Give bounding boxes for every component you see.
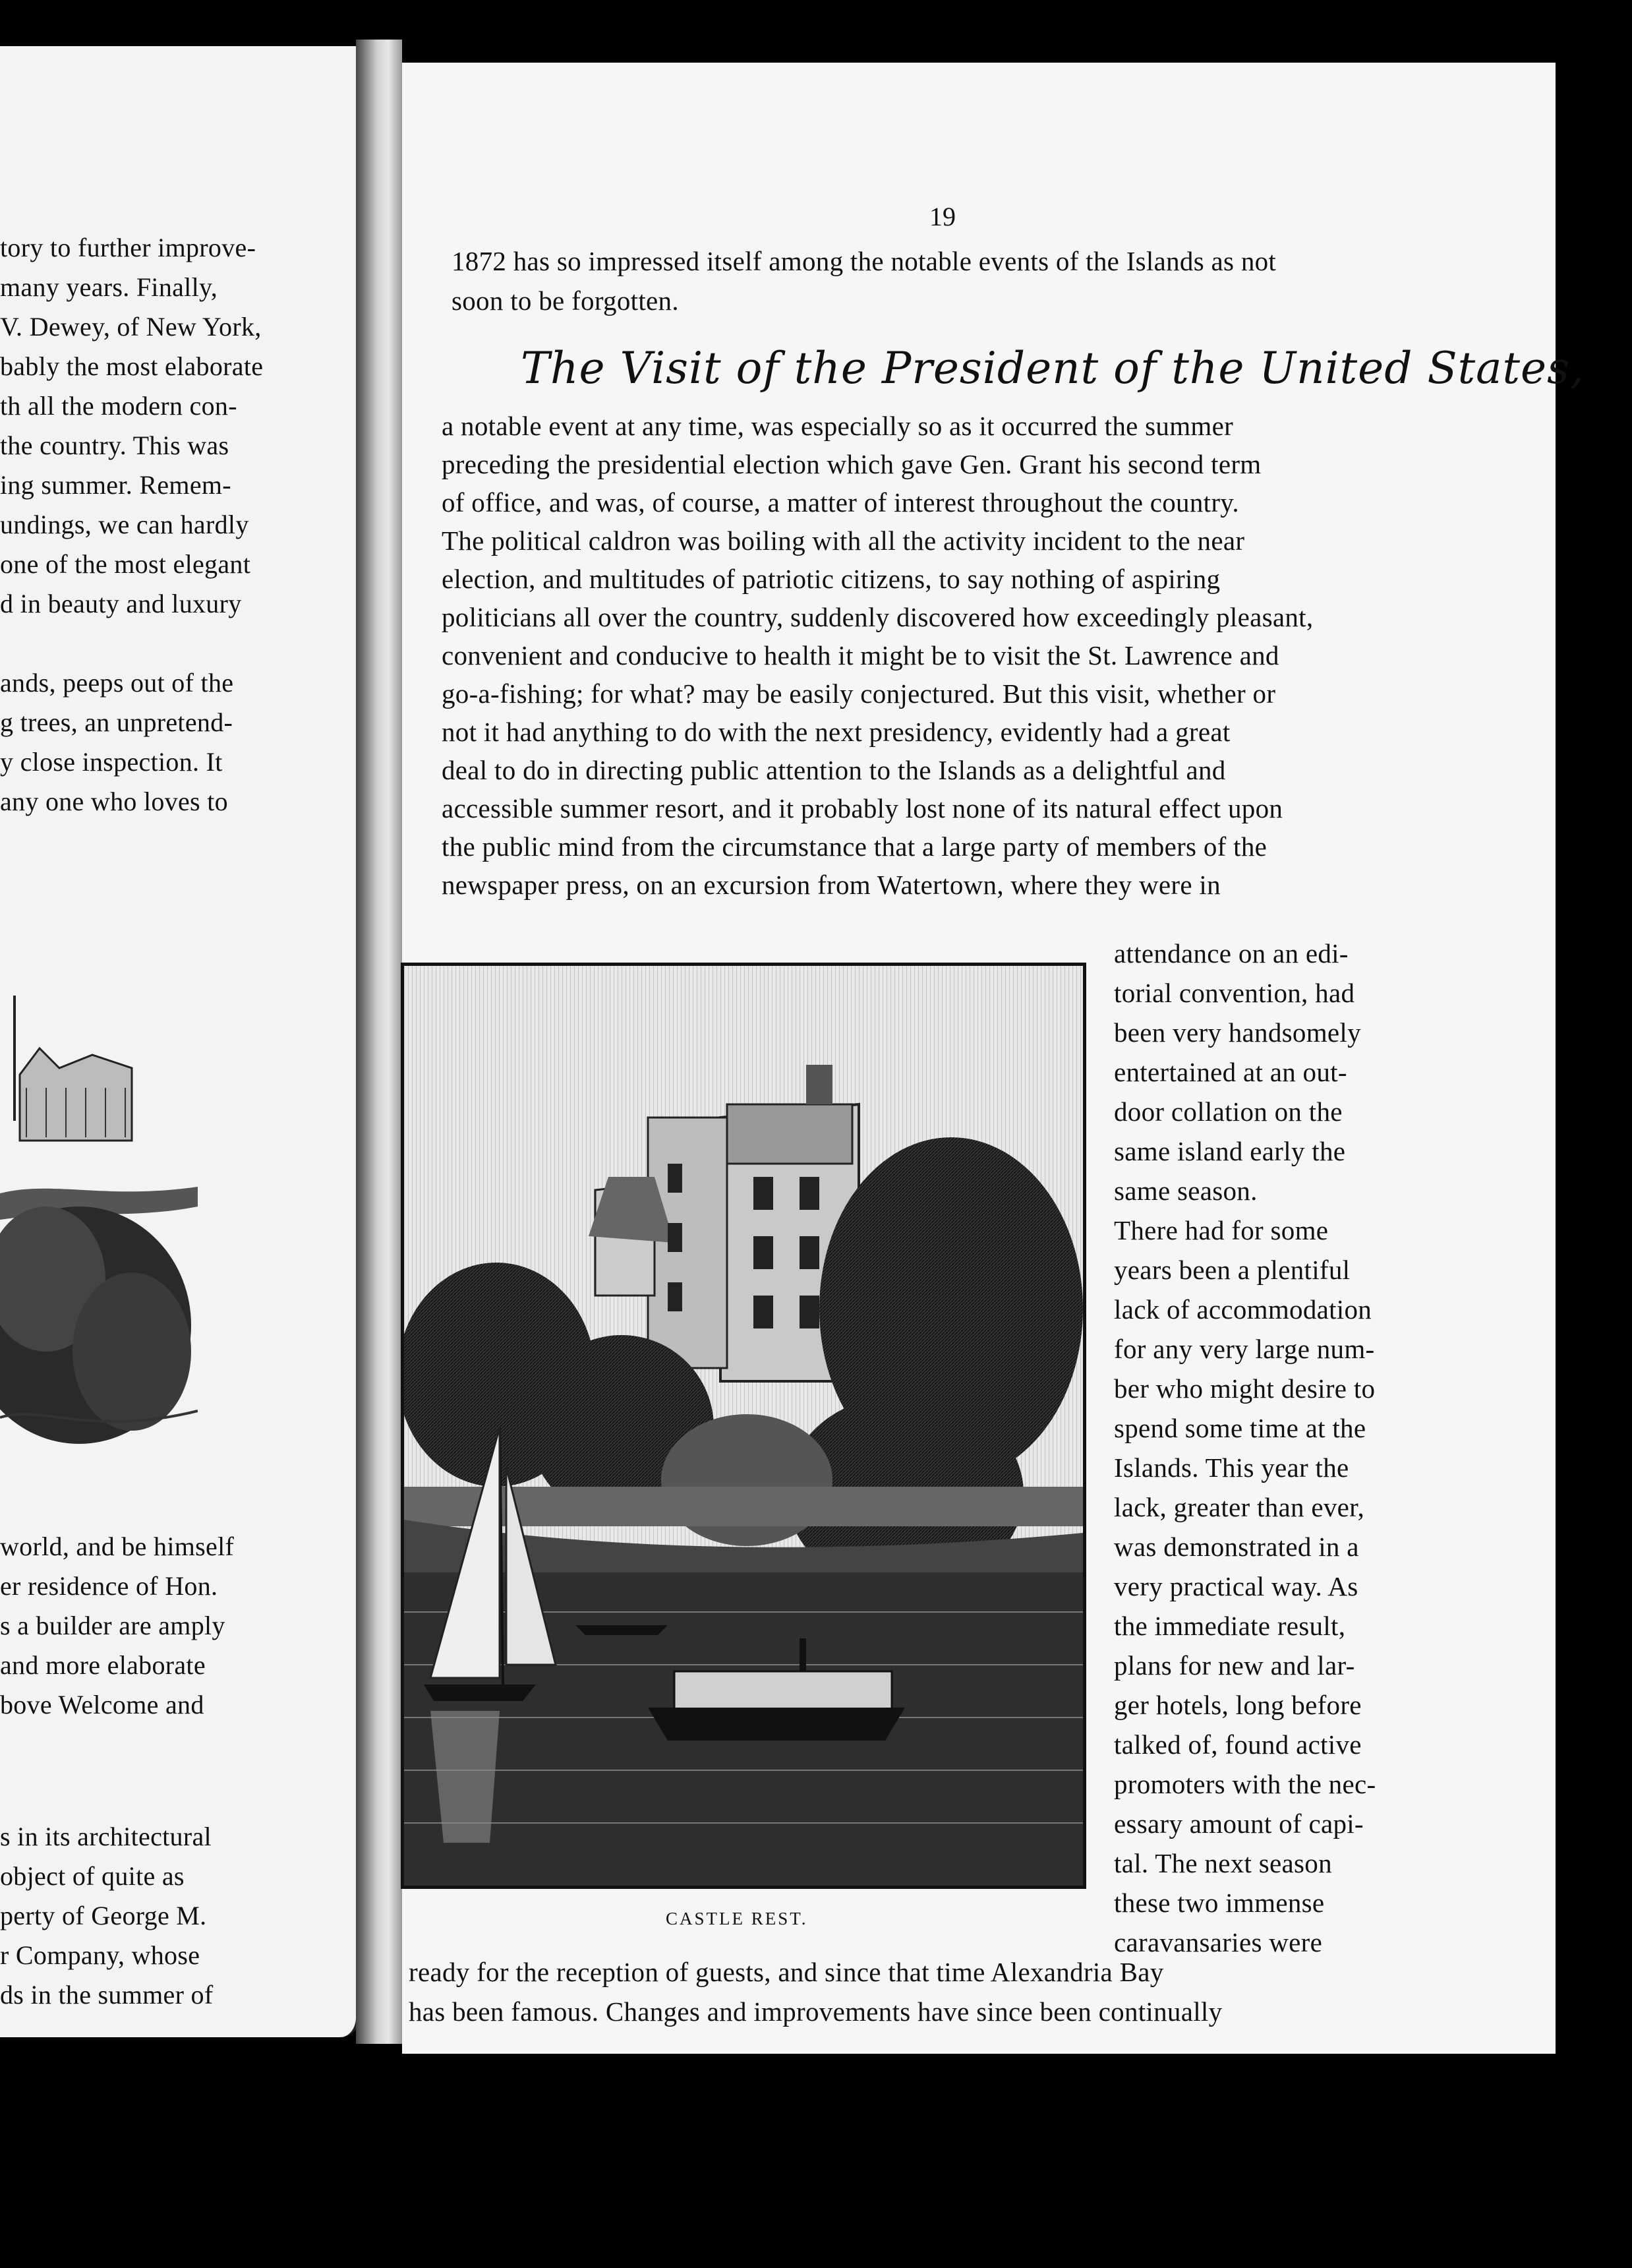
left-page-text-line: V. Dewey, of New York, xyxy=(0,312,262,342)
text-line: entertained at an out- xyxy=(1114,1057,1347,1087)
text-line: tal. The next season xyxy=(1114,1848,1332,1878)
left-page-text-line: r Company, whose xyxy=(0,1940,200,1970)
text-line: plans for new and lar- xyxy=(1114,1650,1355,1681)
text-line: not it had anything to do with the next presidency, evidently had a great xyxy=(442,717,1231,747)
text-line: deal to do in directing public attention to the Islands as a delightful and xyxy=(442,755,1226,785)
left-page-text-line: s a builder are amply xyxy=(0,1611,225,1640)
text-line: The political caldron was boiling with all the activity incident to the near xyxy=(442,525,1245,556)
left-page-illustration xyxy=(0,982,198,1483)
left-page-text-line: d in beauty and luxury xyxy=(0,589,242,618)
text-line: same season. xyxy=(1114,1176,1258,1206)
text-line: promoters with the nec- xyxy=(1114,1769,1376,1799)
text-line: essary amount of capi- xyxy=(1114,1808,1364,1839)
text-line: newspaper press, on an excursion from Watertown, where they were in xyxy=(442,870,1221,900)
left-page-text-line: s in its architectural xyxy=(0,1822,212,1851)
left-page-text-line: many years. Finally, xyxy=(0,272,218,302)
text-line: the public mind from the circumstance that a large party of members of the xyxy=(442,831,1268,862)
text-line: election, and multitudes of patriotic citizens, to say nothing of aspiring xyxy=(442,564,1221,594)
text-line: of office, and was, of course, a matter of interest throughout the country. xyxy=(442,487,1239,518)
text-line: ber who might desire to xyxy=(1114,1373,1376,1404)
text-line: soon to be forgotten. xyxy=(452,285,679,316)
text-line: go-a-fishing; for what? may be easily conjectured. But this visit, whether or xyxy=(442,678,1276,709)
text-line: convenient and conducive to health it might be to visit the St. Lawrence and xyxy=(442,640,1279,671)
text-line: 1872 has so impressed itself among the notable events of the Islands as not xyxy=(452,246,1277,276)
left-page-text-line: er residence of Hon. xyxy=(0,1571,218,1601)
left-page-text-line: y close inspection. It xyxy=(0,747,223,777)
left-page-text-line: world, and be himself xyxy=(0,1532,235,1561)
left-page-text-line: bably the most elaborate xyxy=(0,351,264,381)
text-line: been very handsomely xyxy=(1114,1017,1361,1048)
text-line: years been a plentiful xyxy=(1114,1255,1351,1285)
text-line: the immediate result, xyxy=(1114,1611,1346,1641)
text-line: lack of accommodation xyxy=(1114,1294,1372,1325)
text-line: same island early the xyxy=(1114,1136,1346,1166)
castle-rest-illustration xyxy=(401,963,1086,1889)
section-heading: The Visit of the President of the United States, xyxy=(521,343,1585,394)
text-line: ready for the reception of guests, and since that time Alexandria Bay xyxy=(409,1957,1164,1987)
text-line: lack, greater than ever, xyxy=(1114,1492,1365,1522)
left-page-text-line: perty of George M. xyxy=(0,1901,207,1930)
illustration-caption: CASTLE REST. xyxy=(666,1909,808,1928)
left-page xyxy=(0,46,360,2037)
text-line: Islands. This year the xyxy=(1114,1452,1349,1483)
text-line: ger hotels, long before xyxy=(1114,1690,1362,1720)
left-page-text-line: ing summer. Remem- xyxy=(0,470,231,500)
left-page-text-line: ds in the summer of xyxy=(0,1980,214,2010)
text-line: was demonstrated in a xyxy=(1114,1532,1359,1562)
text-line: these two immense xyxy=(1114,1888,1325,1918)
left-page-text-line: and more elaborate xyxy=(0,1650,206,1680)
left-page-text-line: g trees, an unpretend- xyxy=(0,707,233,737)
text-line: for any very large num- xyxy=(1114,1334,1375,1364)
text-line: torial convention, had xyxy=(1114,978,1355,1008)
left-page-text-line: tory to further improve- xyxy=(0,233,256,262)
text-line: accessible summer resort, and it probably lost none of its natural effect upon xyxy=(442,793,1283,823)
text-line: a notable event at any time, was especially so as it occurred the summer xyxy=(442,411,1234,441)
text-line: preceding the presidential election which gave Gen. Grant his second term xyxy=(442,449,1262,479)
text-line: politicians all over the country, suddenly discovered how exceedingly pleasant, xyxy=(442,602,1314,632)
text-line: has been famous. Changes and improvements have since been continually xyxy=(409,1996,1223,2027)
text-line: attendance on an edi- xyxy=(1114,938,1349,969)
left-page-text-line: object of quite as xyxy=(0,1861,185,1891)
page-gutter xyxy=(356,40,402,2044)
left-page-text-line: undings, we can hardly xyxy=(0,510,249,539)
text-line: caravansaries were xyxy=(1114,1927,1323,1957)
text-line: talked of, found active xyxy=(1114,1729,1362,1760)
text-line: spend some time at the xyxy=(1114,1413,1366,1443)
left-page-text-line: th all the modern con- xyxy=(0,391,237,421)
page-number: 19 xyxy=(929,202,956,231)
text-line: very practical way. As xyxy=(1114,1571,1358,1601)
left-page-text-line: any one who loves to xyxy=(0,787,228,816)
text-line: door collation on the xyxy=(1114,1096,1343,1127)
left-page-text-line: ands, peeps out of the xyxy=(0,668,234,698)
left-page-text-line: one of the most elegant xyxy=(0,549,251,579)
left-page-text-line: the country. This was xyxy=(0,431,229,460)
text-line: There had for some xyxy=(1114,1215,1329,1245)
left-page-text-line: bove Welcome and xyxy=(0,1690,204,1719)
